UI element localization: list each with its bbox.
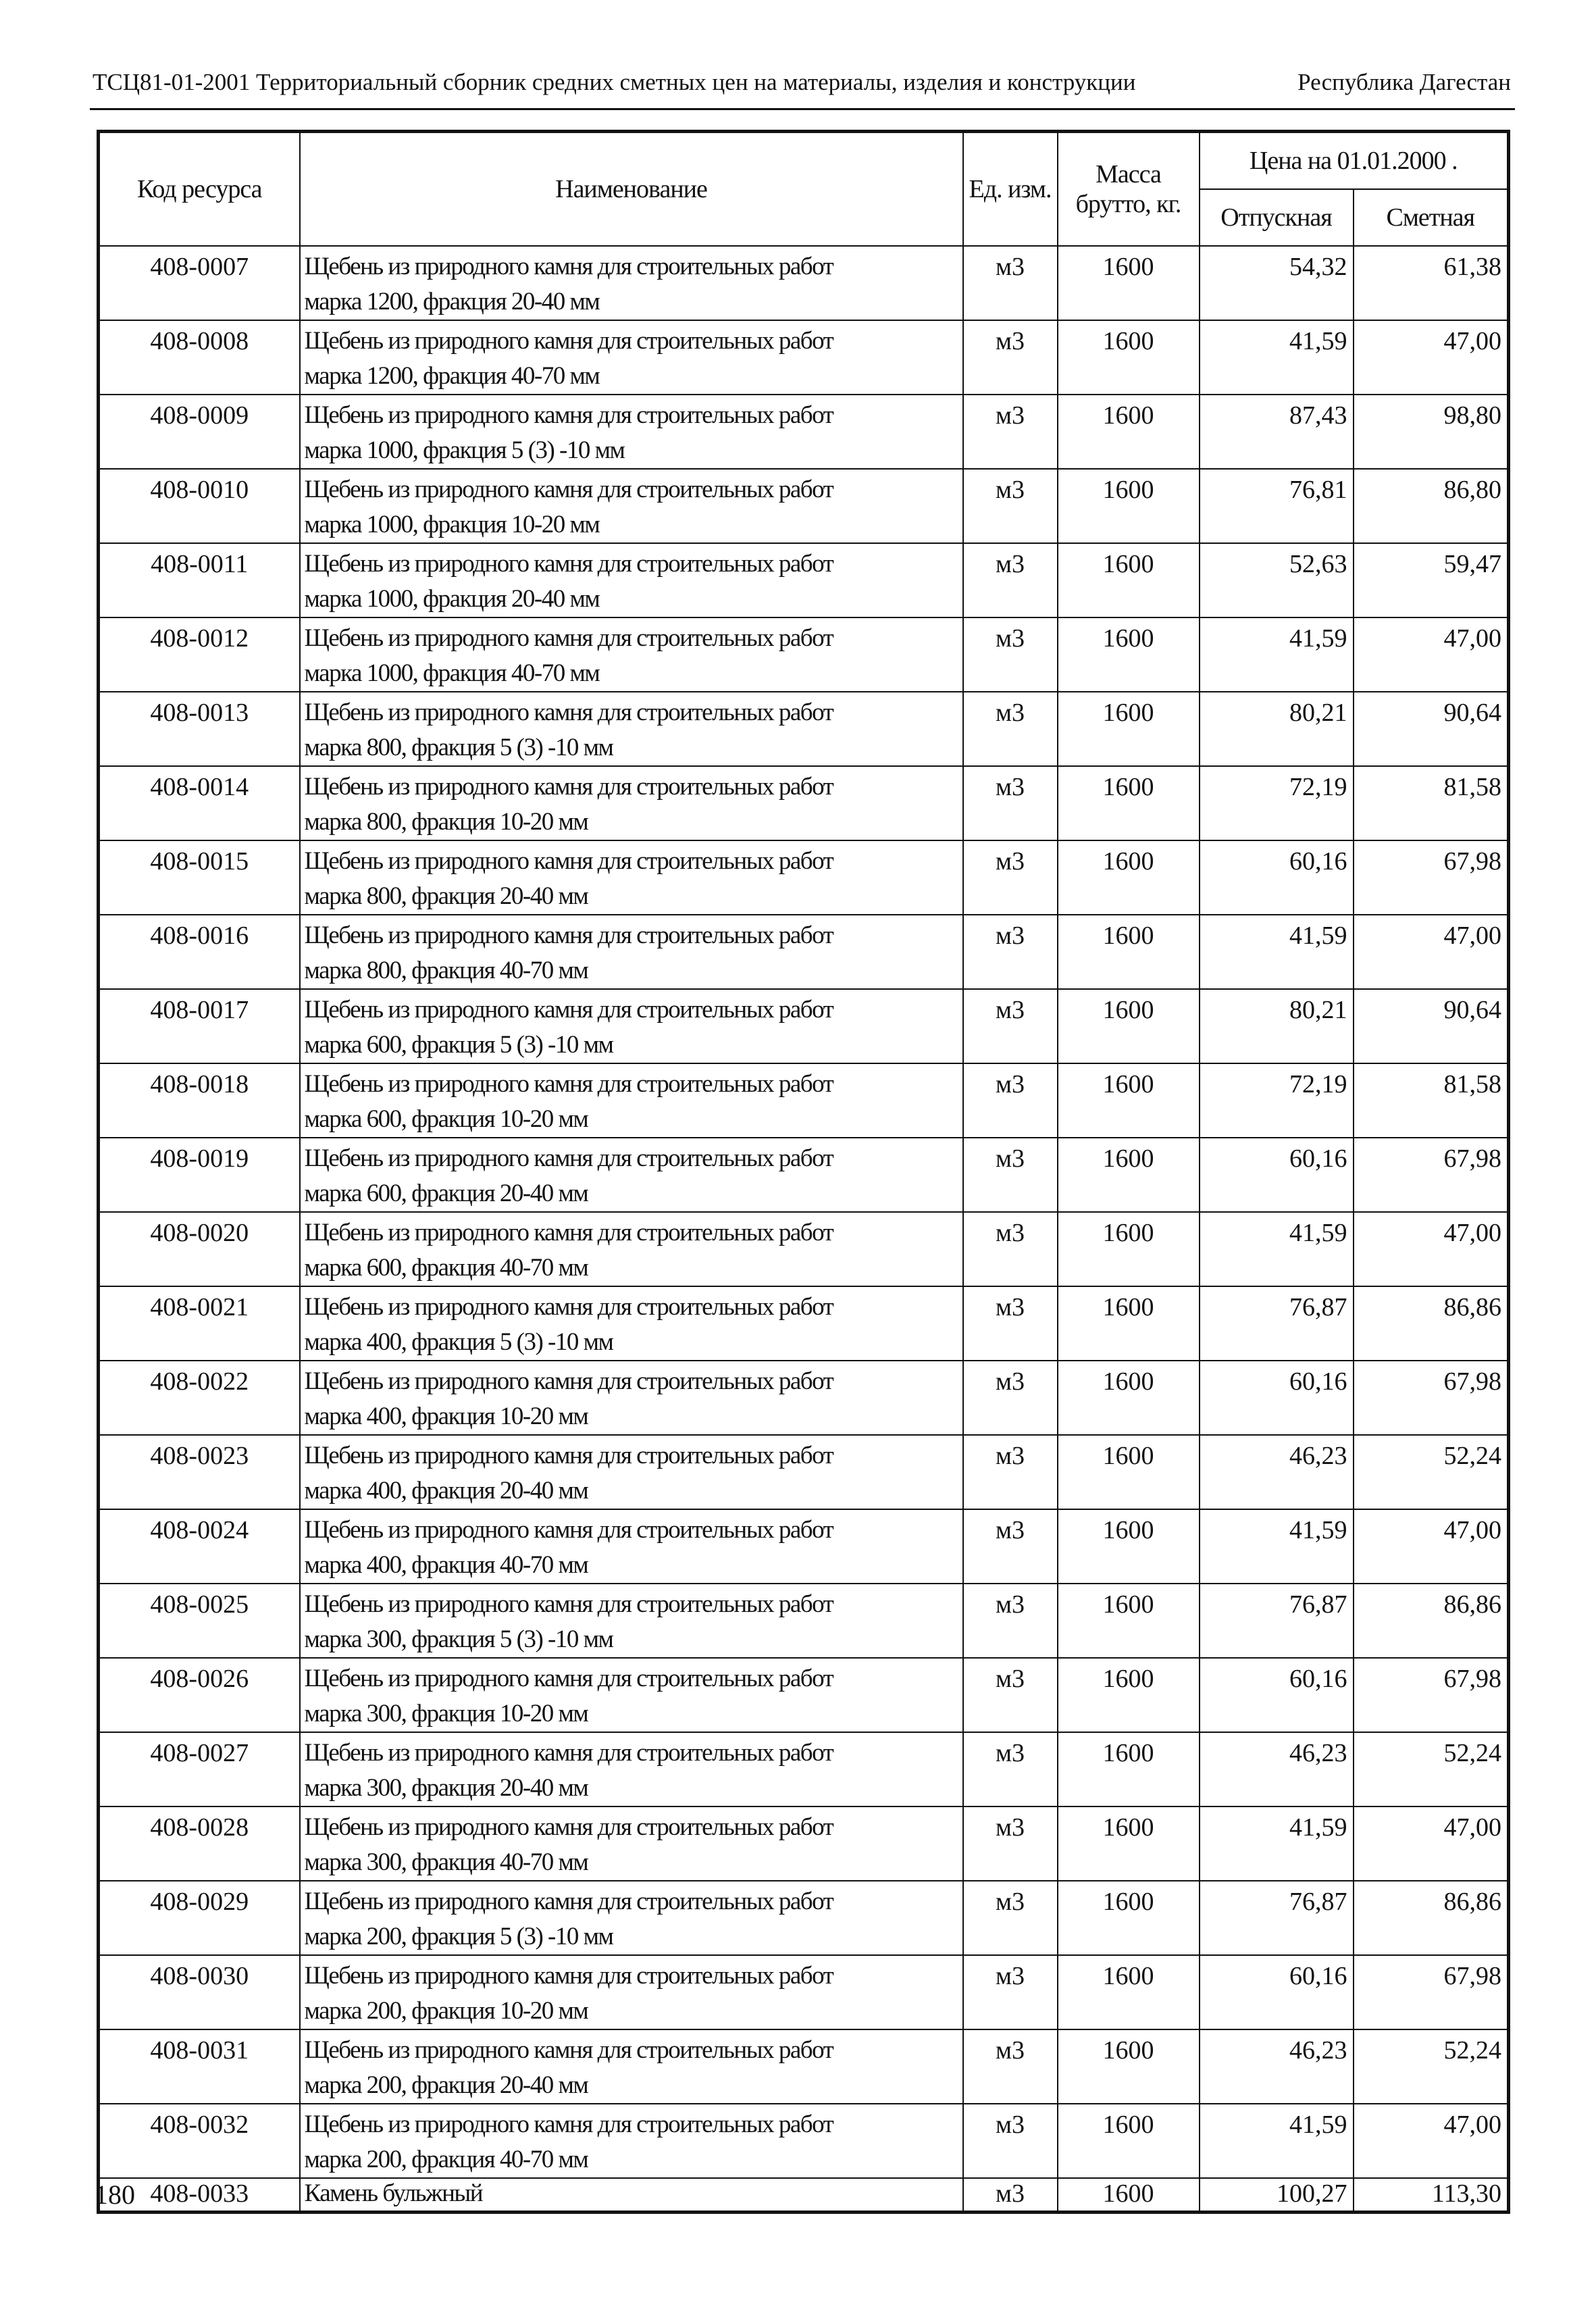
estimate-price: 61,38 — [1354, 246, 1509, 320]
resource-code: 408-0032 — [99, 2104, 300, 2178]
resource-name-line2: марка 300, фракция 5 (3) -10 мм — [304, 1625, 613, 1653]
resource-code: 408-0015 — [99, 840, 300, 915]
release-price: 76,87 — [1200, 1881, 1354, 1955]
release-price: 46,23 — [1200, 2029, 1354, 2104]
resource-code: 408-0020 — [99, 1212, 300, 1286]
estimate-price: 86,86 — [1354, 1286, 1509, 1361]
unit-of-measure: м3 — [963, 840, 1058, 915]
unit-of-measure: м3 — [963, 617, 1058, 692]
resource-code: 408-0019 — [99, 1138, 300, 1212]
estimate-price: 47,00 — [1354, 1509, 1509, 1584]
resource-name-line2: марка 1000, фракция 40-70 мм — [304, 659, 600, 687]
resource-name — [300, 1955, 963, 2029]
gross-mass: 1600 — [1058, 692, 1200, 766]
release-price: 87,43 — [1200, 395, 1354, 469]
release-price: 46,23 — [1200, 1732, 1354, 1807]
table-row — [99, 543, 1509, 617]
resource-name-line1: Щебень из природного камня для строительных работ — [304, 1219, 833, 1246]
unit-of-measure: м3 — [963, 2029, 1058, 2104]
table-row — [99, 989, 1509, 1063]
col-header-estimate-price: Сметная — [1354, 189, 1509, 246]
resource-name-line1: Щебень из природного камня для строительных работ — [304, 996, 833, 1024]
table-row — [99, 1361, 1509, 1435]
gross-mass: 1600 — [1058, 1955, 1200, 2029]
estimate-price: 86,80 — [1354, 469, 1509, 543]
unit-of-measure: м3 — [963, 766, 1058, 840]
table-row — [99, 395, 1509, 469]
gross-mass: 1600 — [1058, 617, 1200, 692]
unit-of-measure: м3 — [963, 1509, 1058, 1584]
unit-of-measure: м3 — [963, 1658, 1058, 1732]
header-region: Республика Дагестан — [1297, 69, 1511, 95]
col-header-release-price: Отпускная — [1200, 189, 1354, 246]
resource-name-line1: Щебень из природного камня для строительных работ — [304, 1962, 833, 1990]
gross-mass: 1600 — [1058, 915, 1200, 989]
resource-name-line1: Щебень из природного камня для строительных работ — [304, 2111, 833, 2138]
resource-name — [300, 617, 963, 692]
gross-mass: 1600 — [1058, 469, 1200, 543]
resource-name-line2: марка 600, фракция 40-70 мм — [304, 1254, 588, 1282]
resource-name-line1: Щебень из природного камня для строительных работ — [304, 327, 833, 355]
unit-of-measure: м3 — [963, 1732, 1058, 1807]
estimate-price: 52,24 — [1354, 1732, 1509, 1807]
table-row — [99, 840, 1509, 915]
gross-mass: 1600 — [1058, 840, 1200, 915]
release-price: 60,16 — [1200, 840, 1354, 915]
gross-mass: 1600 — [1058, 1361, 1200, 1435]
resource-code: 408-0026 — [99, 1658, 300, 1732]
resource-code: 408-0027 — [99, 1732, 300, 1807]
resource-name-line2: марка 1000, фракция 5 (3) -10 мм — [304, 436, 625, 464]
release-price: 80,21 — [1200, 692, 1354, 766]
unit-of-measure: м3 — [963, 692, 1058, 766]
resource-code: 408-0008 — [99, 320, 300, 395]
release-price: 41,59 — [1200, 2104, 1354, 2178]
estimate-price: 47,00 — [1354, 1807, 1509, 1881]
release-price: 41,59 — [1200, 320, 1354, 395]
resource-name-line2: марка 300, фракция 40-70 мм — [304, 1848, 588, 1876]
header-collection-title: ТСЦ81-01-2001 Территориальный сборник средних сметных цен на материалы, изделия и конструкции — [93, 69, 1136, 95]
resource-name — [300, 1361, 963, 1435]
resource-name-line1: Щебень из природного камня для строительных работ — [304, 1888, 833, 1915]
estimate-price: 59,47 — [1354, 543, 1509, 617]
resource-name-line2: марка 400, фракция 10-20 мм — [304, 1403, 588, 1430]
table-header — [99, 132, 1509, 247]
resource-name-line1: Щебень из природного камня для строительных работ — [304, 624, 833, 652]
resource-code: 408-0013 — [99, 692, 300, 766]
table-row — [99, 2029, 1509, 2104]
table-row — [99, 2178, 1509, 2212]
resource-name-line1: Щебень из природного камня для строительных работ — [304, 847, 833, 875]
table-row — [99, 1881, 1509, 1955]
running-header — [90, 66, 1515, 101]
resource-name-line1: Щебень из природного камня для строительных работ — [304, 1367, 833, 1395]
unit-of-measure: м3 — [963, 1361, 1058, 1435]
gross-mass: 1600 — [1058, 1732, 1200, 1807]
table-row — [99, 1807, 1509, 1881]
estimate-price: 47,00 — [1354, 320, 1509, 395]
resource-name-line1: Щебень из природного камня для строительных работ — [304, 1293, 833, 1321]
table-row — [99, 1955, 1509, 2029]
resource-name — [300, 989, 963, 1063]
unit-of-measure: м3 — [963, 543, 1058, 617]
resource-code: 408-0009 — [99, 395, 300, 469]
estimate-price: 113,30 — [1354, 2178, 1509, 2212]
release-price: 46,23 — [1200, 1435, 1354, 1509]
price-table — [97, 130, 1510, 2214]
estimate-price: 67,98 — [1354, 840, 1509, 915]
resource-name-line2: марка 1000, фракция 10-20 мм — [304, 511, 600, 538]
price-table-container — [97, 130, 1507, 2214]
resource-name-line2: марка 200, фракция 20-40 мм — [304, 2071, 588, 2099]
resource-code: 408-0023 — [99, 1435, 300, 1509]
release-price: 80,21 — [1200, 989, 1354, 1063]
gross-mass: 1600 — [1058, 1138, 1200, 1212]
unit-of-measure: м3 — [963, 469, 1058, 543]
release-price: 41,59 — [1200, 1807, 1354, 1881]
resource-code: 408-0014 — [99, 766, 300, 840]
resource-name — [300, 1138, 963, 1212]
release-price: 76,81 — [1200, 469, 1354, 543]
resource-name-line1: Щебень из природного камня для строительных работ — [304, 1739, 833, 1767]
release-price: 41,59 — [1200, 1212, 1354, 1286]
resource-name — [300, 1584, 963, 1658]
release-price: 60,16 — [1200, 1658, 1354, 1732]
gross-mass: 1600 — [1058, 395, 1200, 469]
gross-mass: 1600 — [1058, 543, 1200, 617]
resource-name-line1: Щебень из природного камня для строительных работ — [304, 1144, 833, 1172]
unit-of-measure: м3 — [963, 2178, 1058, 2212]
col-header-unit: Ед. изм. — [963, 132, 1058, 247]
table-row — [99, 1212, 1509, 1286]
resource-name — [300, 1732, 963, 1807]
resource-name-line1: Щебень из природного камня для строительных работ — [304, 1813, 833, 1841]
release-price: 100,27 — [1200, 2178, 1354, 2212]
table-row — [99, 1063, 1509, 1138]
resource-name — [300, 246, 963, 320]
resource-name-line2: марка 1200, фракция 40-70 мм — [304, 362, 600, 390]
estimate-price: 67,98 — [1354, 1658, 1509, 1732]
resource-name — [300, 1658, 963, 1732]
unit-of-measure: м3 — [963, 989, 1058, 1063]
resource-name — [300, 543, 963, 617]
unit-of-measure: м3 — [963, 1138, 1058, 1212]
resource-code: 408-0033 — [99, 2178, 300, 2212]
resource-code: 408-0030 — [99, 1955, 300, 2029]
release-price: 41,59 — [1200, 915, 1354, 989]
resource-code: 408-0025 — [99, 1584, 300, 1658]
unit-of-measure: м3 — [963, 1584, 1058, 1658]
gross-mass: 1600 — [1058, 2029, 1200, 2104]
table-row — [99, 1732, 1509, 1807]
table-row — [99, 1658, 1509, 1732]
resource-name-line1: Щебень из природного камня для строительных работ — [304, 253, 833, 280]
estimate-price: 47,00 — [1354, 617, 1509, 692]
gross-mass: 1600 — [1058, 2104, 1200, 2178]
gross-mass: 1600 — [1058, 1286, 1200, 1361]
resource-name-line1: Щебень из природного камня для строительных работ — [304, 401, 833, 429]
resource-name-line2: марка 1000, фракция 20-40 мм — [304, 585, 600, 613]
unit-of-measure: м3 — [963, 395, 1058, 469]
resource-name-line1: Щебень из природного камня для строительных работ — [304, 1590, 833, 1618]
estimate-price: 98,80 — [1354, 395, 1509, 469]
gross-mass: 1600 — [1058, 766, 1200, 840]
table-row — [99, 469, 1509, 543]
resource-name-line2: марка 800, фракция 5 (3) -10 мм — [304, 734, 613, 761]
unit-of-measure: м3 — [963, 246, 1058, 320]
resource-name — [300, 2104, 963, 2178]
resource-name — [300, 1509, 963, 1584]
resource-code: 408-0017 — [99, 989, 300, 1063]
resource-name — [300, 1807, 963, 1881]
resource-code: 408-0012 — [99, 617, 300, 692]
resource-name-line2: марка 300, фракция 20-40 мм — [304, 1774, 588, 1802]
resource-code: 408-0010 — [99, 469, 300, 543]
resource-name — [300, 2029, 963, 2104]
resource-name-line2: марка 400, фракция 20-40 мм — [304, 1477, 588, 1505]
resource-code: 408-0028 — [99, 1807, 300, 1881]
release-price: 60,16 — [1200, 1361, 1354, 1435]
estimate-price: 90,64 — [1354, 989, 1509, 1063]
estimate-price: 90,64 — [1354, 692, 1509, 766]
gross-mass: 1600 — [1058, 1063, 1200, 1138]
resource-name — [300, 2178, 963, 2212]
resource-code: 408-0011 — [99, 543, 300, 617]
resource-name — [300, 1063, 963, 1138]
estimate-price: 52,24 — [1354, 2029, 1509, 2104]
table-row — [99, 1286, 1509, 1361]
table-body — [99, 246, 1509, 2212]
resource-name — [300, 469, 963, 543]
unit-of-measure: м3 — [963, 1955, 1058, 2029]
table-row — [99, 2104, 1509, 2178]
col-header-name: Наименование — [300, 132, 963, 247]
resource-name — [300, 766, 963, 840]
resource-name-line1: Щебень из природного камня для строительных работ — [304, 476, 833, 503]
table-row — [99, 320, 1509, 395]
gross-mass: 1600 — [1058, 989, 1200, 1063]
gross-mass: 1600 — [1058, 1881, 1200, 1955]
resource-name — [300, 915, 963, 989]
unit-of-measure: м3 — [963, 1881, 1058, 1955]
resource-name-line2: марка 200, фракция 5 (3) -10 мм — [304, 1923, 613, 1950]
resource-name-line1: Щебень из природного камня для строительных работ — [304, 550, 833, 578]
release-price: 76,87 — [1200, 1584, 1354, 1658]
unit-of-measure: м3 — [963, 320, 1058, 395]
resource-name-line2: марка 200, фракция 40-70 мм — [304, 2146, 588, 2173]
gross-mass: 1600 — [1058, 1658, 1200, 1732]
resource-name-line2: марка 400, фракция 5 (3) -10 мм — [304, 1328, 613, 1356]
resource-name-line2: марка 300, фракция 10-20 мм — [304, 1700, 588, 1727]
release-price: 41,59 — [1200, 1509, 1354, 1584]
estimate-price: 86,86 — [1354, 1881, 1509, 1955]
header-divider — [90, 108, 1515, 110]
gross-mass: 1600 — [1058, 320, 1200, 395]
table-row — [99, 246, 1509, 320]
table-row — [99, 1435, 1509, 1509]
unit-of-measure: м3 — [963, 1212, 1058, 1286]
unit-of-measure: м3 — [963, 1063, 1058, 1138]
table-row — [99, 915, 1509, 989]
gross-mass: 1600 — [1058, 1212, 1200, 1286]
gross-mass: 1600 — [1058, 2178, 1200, 2212]
resource-code: 408-0031 — [99, 2029, 300, 2104]
resource-code: 408-0007 — [99, 246, 300, 320]
resource-name — [300, 320, 963, 395]
gross-mass: 1600 — [1058, 1509, 1200, 1584]
resource-code: 408-0029 — [99, 1881, 300, 1955]
gross-mass: 1600 — [1058, 1435, 1200, 1509]
resource-name-line2: марка 400, фракция 40-70 мм — [304, 1551, 588, 1579]
release-price: 60,16 — [1200, 1138, 1354, 1212]
release-price: 52,63 — [1200, 543, 1354, 617]
resource-name-line2: марка 200, фракция 10-20 мм — [304, 1997, 588, 2025]
release-price: 76,87 — [1200, 1286, 1354, 1361]
release-price: 54,32 — [1200, 246, 1354, 320]
table-row — [99, 1509, 1509, 1584]
unit-of-measure: м3 — [963, 1286, 1058, 1361]
resource-name-line2: марка 800, фракция 20-40 мм — [304, 882, 588, 910]
resource-name — [300, 1286, 963, 1361]
resource-name-line2: марка 600, фракция 10-20 мм — [304, 1105, 588, 1133]
resource-name-line1: Щебень из природного камня для строительных работ — [304, 699, 833, 726]
estimate-price: 47,00 — [1354, 915, 1509, 989]
estimate-price: 47,00 — [1354, 1212, 1509, 1286]
table-row — [99, 617, 1509, 692]
resource-name-line1: Камень бульжный — [304, 2179, 483, 2207]
page-number: 180 — [95, 2179, 135, 2210]
resource-name-line1: Щебень из природного камня для строительных работ — [304, 1665, 833, 1692]
resource-name-line1: Щебень из природного камня для строительных работ — [304, 773, 833, 801]
col-header-code: Код ресурса — [99, 132, 300, 247]
estimate-price: 52,24 — [1354, 1435, 1509, 1509]
estimate-price: 81,58 — [1354, 766, 1509, 840]
estimate-price: 86,86 — [1354, 1584, 1509, 1658]
resource-name-line2: марка 600, фракция 20-40 мм — [304, 1180, 588, 1207]
resource-code: 408-0022 — [99, 1361, 300, 1435]
resource-code: 408-0024 — [99, 1509, 300, 1584]
resource-code: 408-0021 — [99, 1286, 300, 1361]
resource-name-line1: Щебень из природного камня для строительных работ — [304, 1516, 833, 1544]
unit-of-measure: м3 — [963, 1435, 1058, 1509]
resource-name — [300, 840, 963, 915]
col-header-mass: Масса брутто, кг. — [1058, 132, 1200, 247]
gross-mass: 1600 — [1058, 1807, 1200, 1881]
gross-mass: 1600 — [1058, 1584, 1200, 1658]
resource-name — [300, 692, 963, 766]
estimate-price: 67,98 — [1354, 1955, 1509, 2029]
unit-of-measure: м3 — [963, 915, 1058, 989]
resource-name-line1: Щебень из природного камня для строительных работ — [304, 1070, 833, 1098]
estimate-price: 67,98 — [1354, 1138, 1509, 1212]
estimate-price: 67,98 — [1354, 1361, 1509, 1435]
release-price: 72,19 — [1200, 1063, 1354, 1138]
table-row — [99, 766, 1509, 840]
col-header-price-group: Цена на 01.01.2000 . — [1200, 132, 1509, 190]
estimate-price: 47,00 — [1354, 2104, 1509, 2178]
resource-name-line2: марка 800, фракция 40-70 мм — [304, 957, 588, 984]
resource-name-line1: Щебень из природного камня для строительных работ — [304, 1442, 833, 1469]
unit-of-measure: м3 — [963, 1807, 1058, 1881]
gross-mass: 1600 — [1058, 246, 1200, 320]
unit-of-measure: м3 — [963, 2104, 1058, 2178]
release-price: 41,59 — [1200, 617, 1354, 692]
resource-name-line1: Щебень из природного камня для строительных работ — [304, 2036, 833, 2064]
table-row — [99, 1584, 1509, 1658]
table-row — [99, 692, 1509, 766]
resource-name-line2: марка 600, фракция 5 (3) -10 мм — [304, 1031, 613, 1059]
resource-name-line2: марка 800, фракция 10-20 мм — [304, 808, 588, 836]
resource-name-line2: марка 1200, фракция 20-40 мм — [304, 288, 600, 315]
resource-name — [300, 1212, 963, 1286]
resource-name — [300, 1881, 963, 1955]
resource-name — [300, 395, 963, 469]
resource-code: 408-0016 — [99, 915, 300, 989]
estimate-price: 81,58 — [1354, 1063, 1509, 1138]
release-price: 60,16 — [1200, 1955, 1354, 2029]
resource-name-line1: Щебень из природного камня для строительных работ — [304, 921, 833, 949]
release-price: 72,19 — [1200, 766, 1354, 840]
table-row — [99, 1138, 1509, 1212]
resource-name — [300, 1435, 963, 1509]
resource-code: 408-0018 — [99, 1063, 300, 1138]
